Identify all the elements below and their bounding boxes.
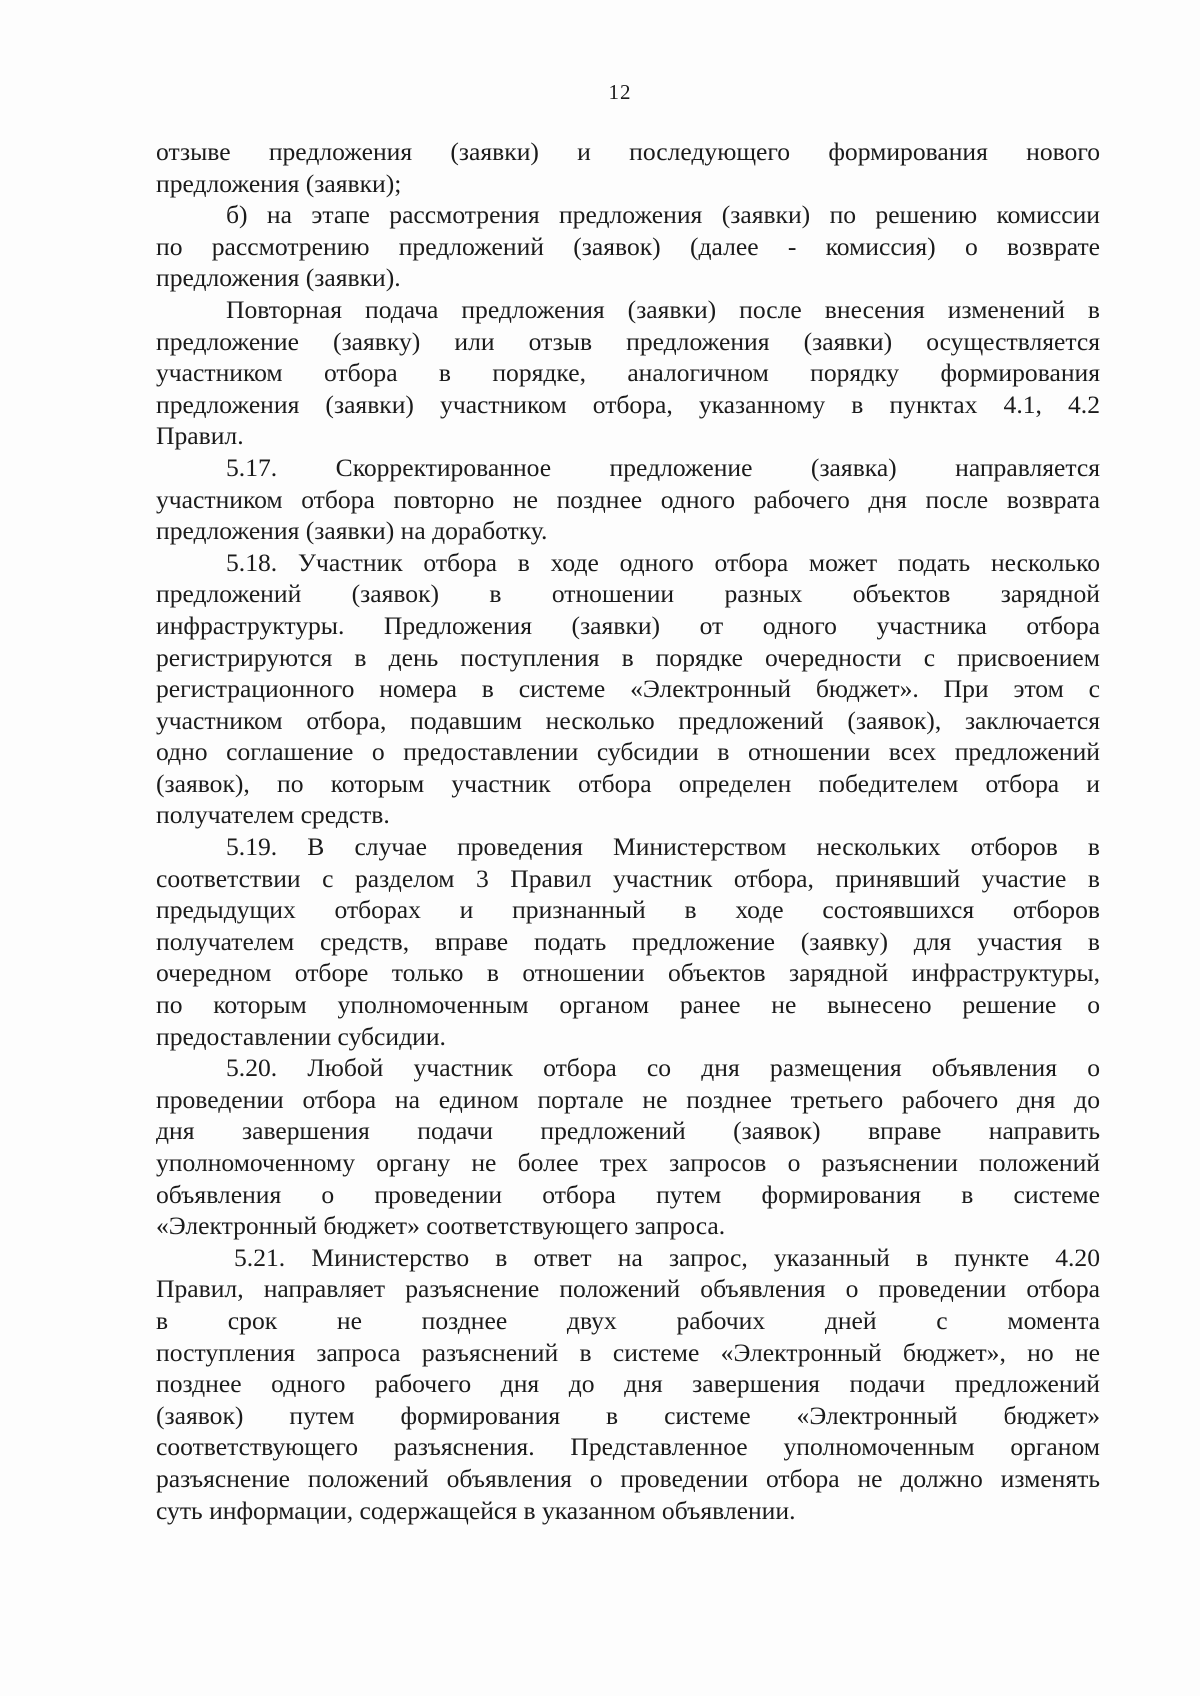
text-line: предложения (заявки) участником отбора, указанному в пунктах 4.1, 4.2 [156,389,1100,419]
text-line: объявления о проведении отбора путем формирования в системе [156,1179,1100,1209]
text-line: предложения (заявки). [156,263,401,293]
text-line: (заявок) путем формирования в системе «Электронный бюджет» [156,1400,1100,1430]
page-number: 12 [608,80,632,104]
text-line: участником отбора повторно не позднее одного рабочего дня после возврата [156,484,1100,514]
text-line: суть информации, содержащейся в указанном объявлении. [156,1495,796,1525]
text-line: одно соглашение о предоставлении субсидии в отношении всех предложений [156,737,1100,767]
text-line: «Электронный бюджет» соответствующего запроса. [156,1211,726,1241]
text-line: инфраструктуры. Предложения (заявки) от одного участника отбора [156,610,1100,640]
text-line: соответствии с разделом 3 Правил участник отбора, принявший участие в [156,863,1100,893]
text-line: предоставлении субсидии. [156,1021,446,1051]
text-line: Повторная подача предложения (заявки) после внесения изменений в [226,294,1100,324]
text-line: (заявок), по которым участник отбора определен победителем отбора и [156,768,1100,798]
text-line: предложений (заявок) в отношении разных объектов зарядной [156,579,1100,609]
text-line: поступления запроса разъяснений в системе «Электронный бюджет», но не [156,1337,1100,1367]
text-line: позднее одного рабочего дня до дня завершения подачи предложений [156,1369,1100,1399]
text-line: по которым уполномоченным органом ранее не вынесено решение о [156,990,1100,1020]
text-line: 5.20. Любой участник отбора со дня размещения объявления о [226,1053,1100,1083]
text-line: предложения (заявки) на доработку. [156,516,548,546]
text-line: предыдущих отборах и признанный в ходе состоявшихся отборов [156,895,1100,925]
text-line: проведении отбора на едином портале не позднее третьего рабочего дня до [156,1084,1100,1114]
text-line: 5.17. Скорректированное предложение (заявка) направляется [226,452,1100,482]
text-line: 5.21. Министерство в ответ на запрос, указанный в пункте 4.20 [234,1242,1100,1272]
text-line: уполномоченному органу не более трех запросов о разъяснении положений [156,1148,1100,1177]
text-line: по рассмотрению предложений (заявок) (далее - комиссия) о возврате [156,231,1100,261]
text-line: в срок не позднее двух рабочих дней с момента [156,1305,1100,1335]
text-line: получателем средств. [156,800,390,830]
text-line: Правил, направляет разъяснение положений объявления о проведении отбора [156,1274,1100,1304]
document-body [156,136,1100,1526]
text-line: очередном отборе только в отношении объектов зарядной инфраструктуры, [156,958,1100,988]
text-line: регистрируются в день поступления в порядке очередности с присвоением [156,642,1100,672]
text-line: 5.18. Участник отбора в ходе одного отбора может подать несколько [226,547,1100,577]
text-line: получателем средств, вправе подать предложение (заявку) для участия в [156,926,1100,956]
text-line: Правил. [156,421,244,451]
text-line: разъяснение положений объявления о проведении отбора не должно изменять [156,1463,1100,1493]
text-line: участником отбора, подавшим несколько предложений (заявок), заключается [156,705,1100,735]
text-line: 5.19. В случае проведения Министерством нескольких отборов в [226,832,1100,862]
text-line: предложение (заявку) или отзыв предложения (заявки) осуществляется [156,326,1100,356]
text-line: отзыве предложения (заявки) и последующего формирования нового [156,137,1100,166]
text-line: регистрационного номера в системе «Электронный бюджет». При этом с [156,674,1100,704]
text-line: предложения (заявки); [156,168,402,198]
text-line: соответствующего разъяснения. Представленное уполномоченным органом [156,1432,1100,1462]
text-line: б) на этапе рассмотрения предложения (заявки) по решению комиссии [226,200,1100,230]
text-line: дня завершения подачи предложений (заявок) вправе направить [156,1116,1100,1146]
text-line: участником отбора в порядке, аналогичном порядку формирования [156,358,1100,388]
